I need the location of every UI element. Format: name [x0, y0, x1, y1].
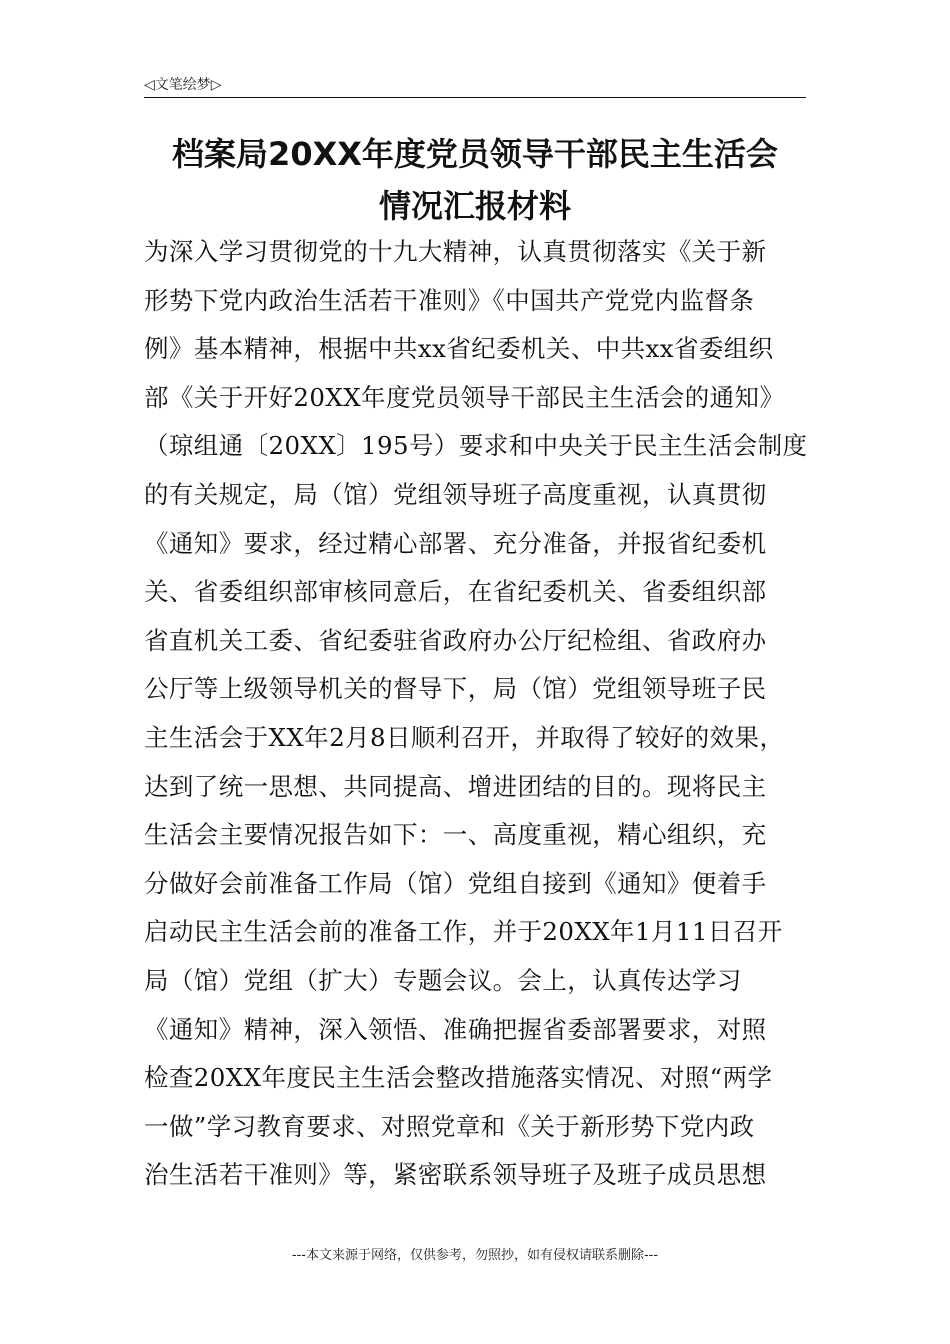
body-line: 局（馆）党组（扩大）专题会议。会上，认真传达学习	[144, 965, 742, 995]
body-line: 公厅等上级领导机关的督导下，局（馆）党组领导班子民	[144, 674, 767, 704]
body-line: 形势下党内政治生活若干准则》《中国共产党党内监督条	[144, 285, 755, 315]
body-line: 部《关于开好20XX年度党员领导干部民主生活会的通知》	[144, 382, 785, 412]
header-divider	[144, 97, 806, 98]
document-title-line-2: 情况汇报材料	[378, 187, 571, 225]
body-line: 分做好会前准备工作局（馆）党组自接到《通知》便着手	[144, 868, 767, 898]
body-line: 省直机关工委、省纪委驻省政府办公厅纪检组、省政府办	[144, 625, 767, 655]
body-line: 达到了统一思想、共同提高、增进团结的目的。现将民主	[144, 771, 767, 801]
body-line: 检查20XX年度民主生活会整改措施落实情况、对照“两学	[144, 1063, 773, 1093]
body-line: 的有关规定，局（馆）党组领导班子高度重视，认真贯彻	[144, 479, 767, 509]
document-title-line-1: 档案局20XX年度党员领导干部民主生活会	[172, 135, 778, 173]
body-line: 为深入学习贯彻党的十九大精神，认真贯彻落实《关于新	[144, 237, 767, 266]
body-line: 关、省委组织部审核同意后，在省纪委机关、省委组织部	[144, 577, 767, 607]
body-line: 主生活会于XX年2月8日顺利召开，并取得了较好的效果，	[144, 722, 785, 752]
body-line: 例》基本精神，根据中共xx省纪委机关、中共xx省委组织	[144, 334, 774, 364]
body-line: 《通知》要求，经过精心部署、充分准备，并报省纪委机	[144, 528, 767, 558]
footer-disclaimer: ---本文来源于网络，仅供参考，勿照抄，如有侵权请联系删除---	[291, 1248, 659, 1263]
header-mark: ◁文笔绘梦▷	[144, 77, 222, 93]
body-line: 治生活若干准则》等，紧密联系领导班子及班子成员思想	[144, 1160, 767, 1190]
document-body	[144, 228, 834, 1200]
body-line: 一做”学习教育要求、对照党章和《关于新形势下党内政	[144, 1111, 755, 1141]
body-line: 《通知》精神，深入领悟、准确把握省委部署要求，对照	[144, 1014, 767, 1044]
body-line: 生活会主要情况报告如下：一、高度重视，精心组织，充	[144, 820, 767, 850]
body-line: 启动民主生活会前的准备工作，并于20XX年1月11日召开	[144, 917, 783, 947]
body-line: （琼组通〔20XX〕195号）要求和中央关于民主生活会制度	[144, 431, 808, 461]
